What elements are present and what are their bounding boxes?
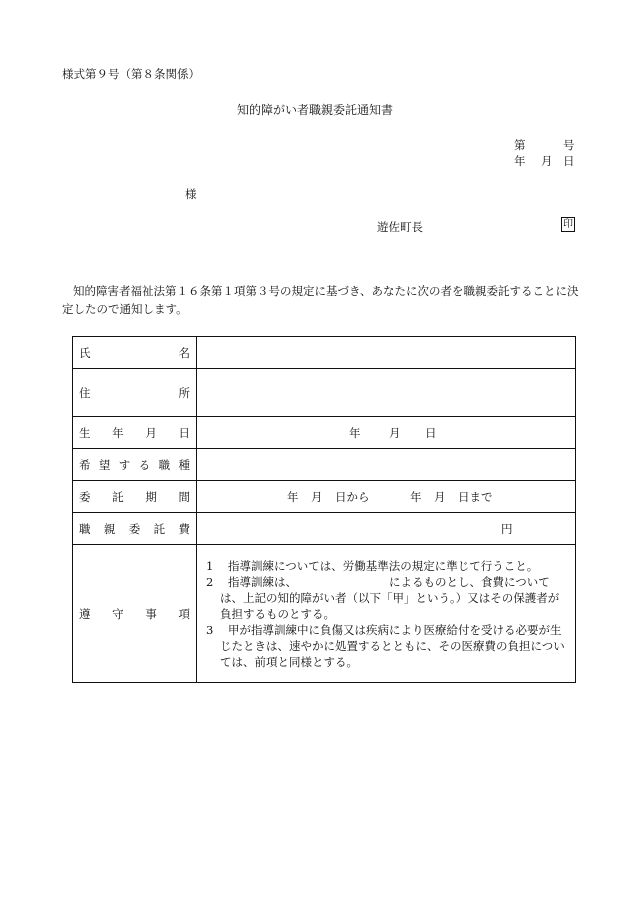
value-period[interactable] <box>197 481 576 513</box>
fee-unit: 円 <box>501 521 513 536</box>
rules-list <box>197 552 575 676</box>
document-number-label: 第 <box>514 138 526 152</box>
issue-date-month: 月 <box>541 154 553 168</box>
period-from-year: 年 <box>287 489 299 504</box>
form-number-label: 様式第９号（第８条関係） <box>62 67 200 81</box>
birthdate-year: 年 <box>349 425 361 440</box>
value-address[interactable] <box>197 369 576 417</box>
notice-form-table <box>72 336 576 683</box>
value-fee[interactable] <box>197 513 576 545</box>
label-birthdate: 生 年 月 日 <box>73 417 197 449</box>
birthdate-month: 月 <box>389 425 401 440</box>
table-row-desired-job <box>73 449 576 481</box>
table-row-fee <box>73 513 576 545</box>
label-name: 氏 名 <box>73 337 197 369</box>
value-birthdate[interactable] <box>197 417 576 449</box>
value-desired-job[interactable] <box>197 449 576 481</box>
label-rules: 遵 守 事 項 <box>73 545 197 683</box>
period-to-year: 年 <box>410 489 422 504</box>
value-rules <box>197 545 576 683</box>
document-number-suffix: 号 <box>563 138 575 152</box>
issuer-name: 遊佐町長 <box>377 220 423 234</box>
addressee-honorific: 様 <box>185 187 197 201</box>
label-address: 住 所 <box>73 369 197 417</box>
issue-date-year: 年 <box>514 154 526 168</box>
label-fee: 職 親 委 託 費 <box>73 513 197 545</box>
label-period: 委 託 期 間 <box>73 481 197 513</box>
table-row-period <box>73 481 576 513</box>
table-row-birthdate <box>73 417 576 449</box>
label-desired-job: 希 望 す る 職 種 <box>73 449 197 481</box>
notice-body-text: 知的障害者福祉法第１６条第１項第３号の規定に基づき、あなたに次の者を職親委託することに決定したので通知します。 <box>62 283 579 316</box>
table-row-name <box>73 337 576 369</box>
period-from-month: 月 <box>311 489 323 504</box>
rule-item: 2 指導訓練は、 によるものとし、食費については、上記の知的障がい者（以下「甲」という。）又はその保護者が負担するものとする。 <box>206 574 560 621</box>
issue-date-day: 日 <box>563 154 575 168</box>
rule-item: 1 指導訓練については、労働基準法の規定に準じて行うこと。 <box>206 558 539 573</box>
period-to-day: 日まで <box>458 489 493 504</box>
rule-item: 3 甲が指導訓練中に負傷又は疾病により医療給付を受ける必要が生じたときは、速やかに処置するとともに、その医療費の負担については、前項と同様とする。 <box>206 622 565 669</box>
table-row-rules <box>73 545 576 683</box>
seal-mark: 印 <box>563 219 573 230</box>
value-name[interactable] <box>197 337 576 369</box>
document-title: 知的障がい者職親委託通知書 <box>236 103 393 117</box>
birthdate-day: 日 <box>425 425 437 440</box>
table-row-address <box>73 369 576 417</box>
period-to-month: 月 <box>434 489 446 504</box>
period-from-day: 日から <box>335 489 370 504</box>
